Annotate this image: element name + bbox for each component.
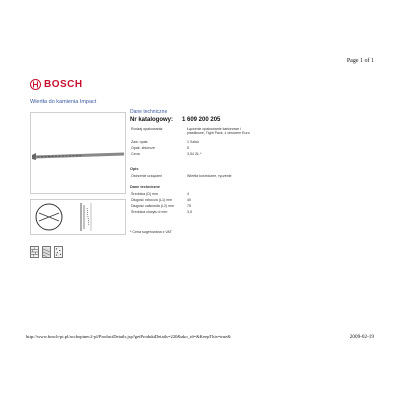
footer-url: http://www.bosch-pt.pl/accbopinec2-pl/ProductDetails.jsp?getProduktDetails=220&ako_id=&KeepThis=true& [26, 334, 231, 339]
attr-key: Cena [131, 152, 140, 156]
attributes-table [130, 127, 259, 157]
table-row [130, 127, 259, 139]
attr-value: 40 [187, 198, 191, 202]
description-header: Opis [130, 167, 139, 171]
attr-key: Ostrzenie urządzeń [131, 174, 163, 178]
concrete-icon [54, 246, 63, 258]
table-row [130, 209, 259, 215]
attr-value: 3,54 ZŁ * [187, 152, 202, 156]
stone-icon [42, 246, 51, 258]
drill-bit-icon [31, 113, 125, 193]
description-table [130, 173, 259, 179]
tech-data-table [130, 191, 259, 215]
attr-value: 75 [187, 204, 191, 208]
attr-value: Łączenie opakowanie kartonowe i plastikowe, Tight Pack, z otworem Euro [187, 127, 250, 135]
brand-name: BOSCH [44, 79, 83, 90]
attr-key: Zaw. opak. [131, 140, 149, 144]
attr-key: Rodzaj opakowania [131, 127, 163, 131]
attr-key: Długość całkowita (L2) mm [131, 204, 175, 208]
material-icons [30, 246, 63, 258]
attr-key: Opak. zbiorcze [131, 146, 155, 150]
attr-key: Średnica chwytu d mm [131, 210, 168, 214]
drill-bit-image[interactable] [30, 112, 126, 194]
attr-value: 1 Sztuk [187, 140, 199, 144]
bosch-armature-icon [30, 79, 41, 90]
catalog-number-row [130, 117, 220, 123]
attr-key: Długość robocza (L1) mm [131, 198, 173, 202]
table-row [130, 173, 259, 179]
catalog-label: Nr katalogowy: [130, 117, 174, 123]
drill-dimension-icon [31, 200, 125, 234]
product-title: Wiertła do kamienia Impact [30, 99, 97, 105]
brick-icon [30, 246, 39, 258]
price-footnote: * Cena sugerowana z VAT [130, 230, 172, 234]
page-number: Page 1 of 1 [346, 58, 374, 64]
attr-value: Wiertła kosmiczne, ryczenie [187, 174, 232, 178]
dimension-drawing[interactable] [30, 199, 126, 235]
table-row [130, 151, 259, 157]
attr-value: 4 [187, 192, 189, 196]
attr-value: 3,5 [187, 210, 192, 214]
tech-data-header: Dane techniczne [130, 185, 160, 189]
attr-key: Średnica (D) mm [131, 192, 159, 196]
attr-value: 5 [187, 146, 189, 150]
catalog-value: 1 609 200 205 [182, 117, 221, 123]
footer-date: 2009-02-19 [349, 334, 374, 340]
technical-data-header: Dane techniczne [130, 109, 168, 115]
bosch-logo [30, 79, 83, 90]
